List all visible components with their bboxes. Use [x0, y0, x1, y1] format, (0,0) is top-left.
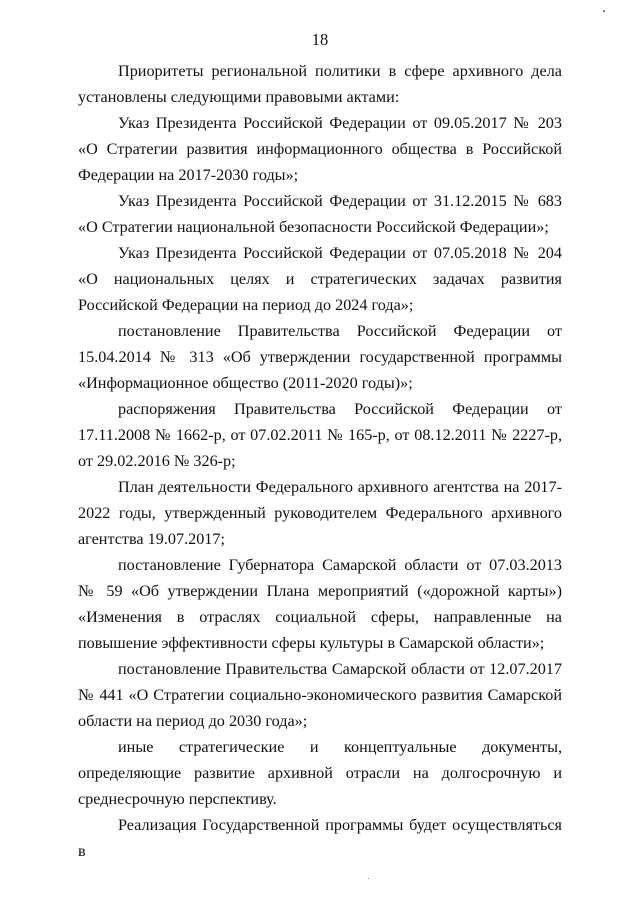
- paragraph-governor-resolution-59: постановление Губернатора Самарской области от 07.03.2013 № 59 «Об утверждении Плана мероприятий («дорожной карты») «Изменения в отраслях социальной сферы, направленные на повышение эффективности сферы культуры в Самарской области»;: [78, 556, 562, 652]
- paragraph-decree-204: Указ Президента Российской Федерации от 07.05.2018 № 204 «О национальных целях и стратегических задачах развития Российской Федерации на период до 2024 года»;: [78, 244, 562, 314]
- scan-speck: [603, 10, 605, 12]
- paragraph-priorities-intro: Приоритеты региональной политики в сфере архивного дела установлены следующими правовыми актами:: [78, 62, 562, 106]
- paragraph-resolution-313: постановление Правительства Российской Федерации от 15.04.2014 № 313 «Об утверждении государственной программы «Информационное общество (2011-2020 годы)»;: [78, 322, 562, 392]
- scan-speck: [368, 878, 369, 879]
- paragraph-other-documents: иные стратегические и концептуальные документы, определяющие развитие архивной отрасли на долгосрочную и среднесрочную перспективу.: [78, 738, 562, 808]
- page-number: 18: [311, 30, 329, 49]
- paragraph-government-orders: распоряжения Правительства Российской Федерации от 17.11.2008 № 1662-р, от 07.02.2011 № 165-р, от 08.12.2011 № 2227-р, от 29.02.2016 № 326-р;: [78, 400, 562, 470]
- paragraph-archive-agency-plan: План деятельности Федерального архивного агентства на 2017-2022 годы, утвержденный руководителем Федерального архивного агентства 19.07.2017;: [78, 478, 562, 548]
- paragraph-decree-683: Указ Президента Российской Федерации от 31.12.2015 № 683 «О Стратегии национальной безопасности Российской Федерации»;: [78, 192, 562, 236]
- paragraph-implementation: Реализация Государственной программы будет осуществляться в: [78, 816, 562, 860]
- paragraph-resolution-441: постановление Правительства Самарской области от 12.07.2017 № 441 «О Стратегии социально-экономического развития Самарской области на период до 2030 года»;: [78, 660, 562, 730]
- paragraph-decree-203: Указ Президента Российской Федерации от 09.05.2017 № 203 «О Стратегии развития информационного общества в Российской Федерации на 2017-2030 годы»;: [78, 114, 562, 184]
